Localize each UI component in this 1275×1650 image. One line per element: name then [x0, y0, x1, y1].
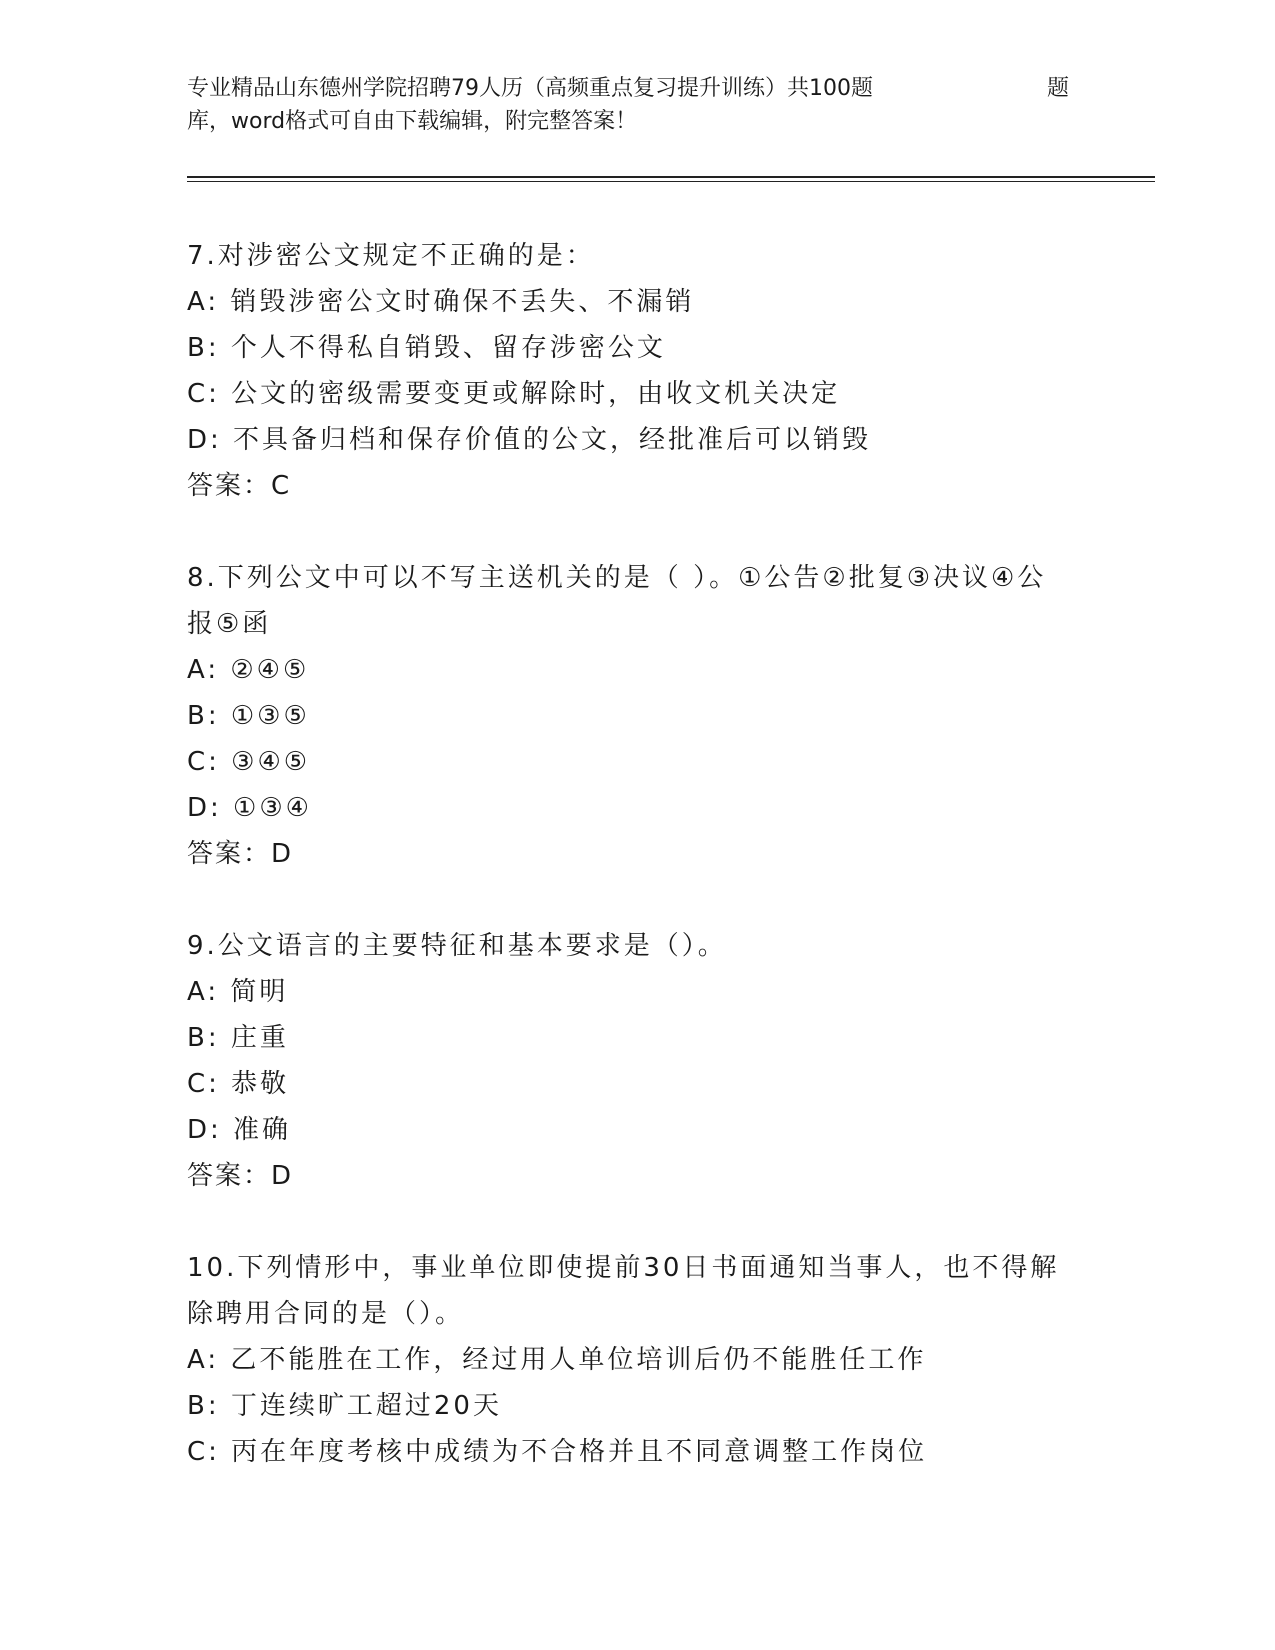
header-line-1-trail: 题 — [1047, 76, 1070, 101]
option-c: C: 恭敬 — [187, 1069, 290, 1099]
question-stem: 8.下列公文中可以不写主送机关的是（ ）。①公告②批复③决议④公报⑤函 — [187, 563, 1047, 639]
option-c: C: 公文的密级需要变更或解除时，由收文机关决定 — [187, 379, 841, 409]
option-b: B: 庄重 — [187, 1023, 289, 1053]
option-d: D: ①③④ — [187, 793, 312, 823]
option-c: C: 丙在年度考核中成绩为不合格并且不同意调整工作岗位 — [187, 1437, 928, 1467]
option-a: A: 销毁涉密公文时确保不丢失、不漏销 — [187, 287, 695, 317]
option-a: A: ②④⑤ — [187, 655, 310, 685]
question-stem: 10.下列情形中，事业单位即使提前30日书面通知当事人，也不得解除聘用合同的是（）。 — [187, 1253, 1060, 1329]
header-divider-thick — [187, 176, 1155, 178]
question-stem: 7.对涉密公文规定不正确的是： — [187, 241, 595, 271]
question-8 — [187, 555, 1067, 877]
answer: 答案：D — [187, 839, 294, 869]
option-b: B: 丁连续旷工超过20天 — [187, 1391, 502, 1421]
answer: 答案：D — [187, 1161, 294, 1191]
answer: 答案：C — [187, 471, 292, 501]
question-list — [187, 233, 1067, 1475]
option-a: A: 简明 — [187, 977, 289, 1007]
question-9 — [187, 923, 1067, 1199]
question-10 — [187, 1245, 1067, 1475]
question-spacer — [187, 1199, 1067, 1245]
question-stem: 9.公文语言的主要特征和基本要求是（）。 — [187, 931, 727, 961]
option-c: C: ③④⑤ — [187, 747, 311, 777]
question-7 — [187, 233, 1067, 509]
option-b: B: 个人不得私自销毁、留存涉密公文 — [187, 333, 666, 363]
option-d: D: 准确 — [187, 1115, 292, 1145]
option-b: B: ①③⑤ — [187, 701, 310, 731]
option-d: D: 不具备归档和保存价值的公文，经批准后可以销毁 — [187, 425, 872, 455]
header-divider-thin — [187, 181, 1155, 182]
option-a: A: 乙不能胜在工作，经过用人单位培训后仍不能胜任工作 — [187, 1345, 927, 1375]
header-line-2: 库，word格式可自由下载编辑，附完整答案！ — [187, 109, 638, 134]
header-line-1: 专业精品山东德州学院招聘79人历（高频重点复习提升训练）共100题 — [187, 76, 873, 101]
question-spacer — [187, 509, 1067, 555]
question-spacer — [187, 877, 1067, 923]
document-header — [187, 72, 1070, 138]
